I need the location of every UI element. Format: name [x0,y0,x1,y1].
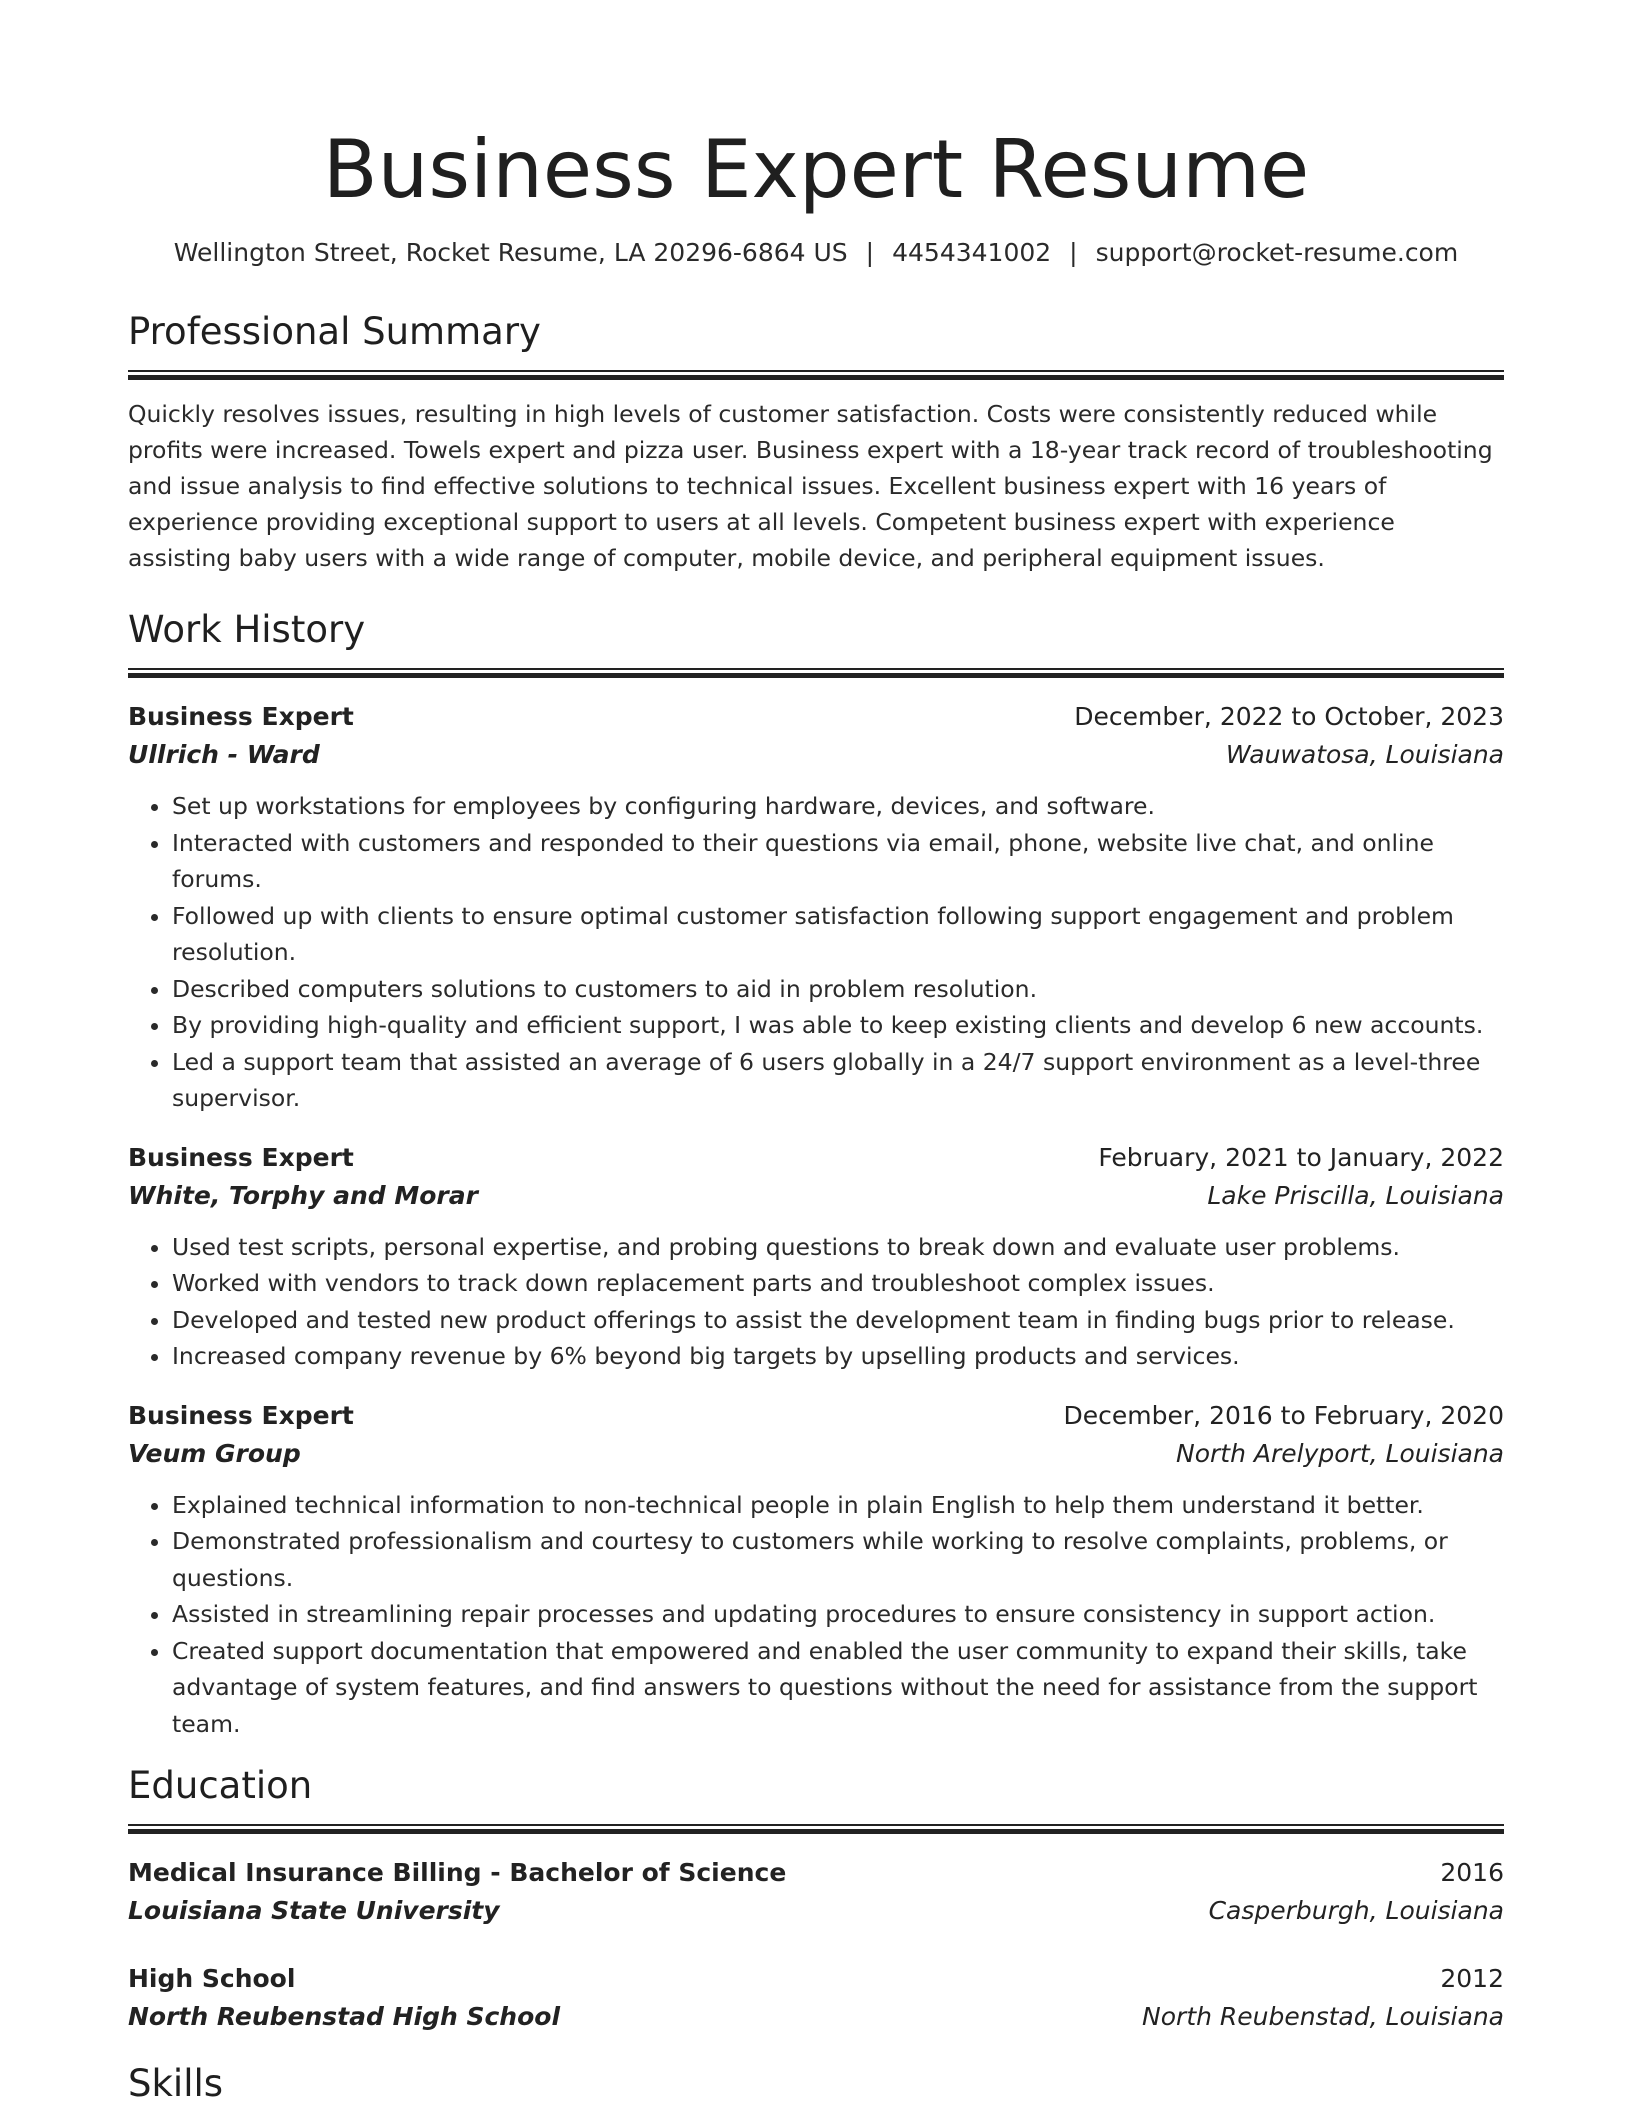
contact-address: Wellington Street, Rocket Resume, LA 20296-6864 US [173,238,848,267]
summary-text: Quickly resolves issues, resulting in high levels of customer satisfaction. Costs were consistently reduced while profits were increased. Towels expert and pizza user. Business expert with a 18-year track record of troubleshooting and issue analysis to find effective solutions to technical issues. Excellent business expert with 16 years of experience providing exceptional support to users at all levels. Competent business expert with experience assisting baby users with a wide range of computer, mobile device, and peripheral equipment issues. [128,400,1493,572]
education-year: 2016 [1440,1858,1504,1887]
education-section [128,1762,1504,2036]
contact-line [128,236,1504,270]
contact-phone: 4454341002 [892,238,1052,267]
job-header-row [128,1139,1504,1177]
list-item: • Used test scripts, personal expertise, and probing questions to break down and evaluate user problems. [172,1229,1504,1266]
education-location: Casperburgh, Louisiana [1208,1896,1504,1925]
job-entry [128,1397,1504,1743]
education-location: North Reubenstad, Louisiana [1142,2002,1504,2031]
education-header-row [128,1854,1504,1892]
job-company-row [128,1177,1504,1215]
job-location: North Arelyport, Louisiana [1176,1438,1504,1468]
job-company: White, Torphy and Morar [128,1180,478,1210]
section-divider [128,668,1504,678]
list-item: • Worked with vendors to track down replacement parts and troubleshoot complex issues. [172,1265,1504,1302]
education-entry [128,1960,1504,2036]
job-company-row [128,1435,1504,1473]
job-company-row [128,736,1504,774]
list-item: • Led a support team that assisted an average of 6 users globally in a 24/7 support environment as a level-three supervisor. [172,1044,1504,1117]
list-item: • Followed up with clients to ensure optimal customer satisfaction following support engagement and problem resolution. [172,898,1504,971]
job-dates: December, 2022 to October, 2023 [1074,702,1504,731]
education-degree: Medical Insurance Billing - Bachelor of Science [128,1858,787,1887]
work-history-section [128,606,1504,1742]
contact-separator: | [865,238,875,267]
job-company: Ullrich - Ward [128,740,320,769]
list-item: • Described computers solutions to customers to aid in problem resolution. [172,971,1504,1008]
section-divider [128,1824,1504,1834]
job-title: Business Expert [128,702,354,731]
section-title-skills: Skills [128,2062,224,2105]
skills-section [128,2060,1504,2108]
job-bullets [128,1229,1504,1375]
education-entry [128,1854,1504,1930]
job-company: Veum Group [128,1438,301,1468]
job-header-row [128,698,1504,736]
list-item: • Created support documentation that empowered and enabled the user community to expand their skills, take advantage of system features, and find answers to questions without the need for assistance from the support team. [172,1633,1504,1743]
education-school-row [128,1892,1504,1930]
job-entry [128,1139,1504,1375]
section-title-education: Education [128,1764,313,1807]
section-title-work-history: Work History [128,608,366,651]
list-item: • Interacted with customers and responded to their questions via email, phone, website live chat, and online forums. [172,825,1504,898]
summary-section [128,308,1504,576]
list-item: • Developed and tested new product offerings to assist the development team in finding bugs prior to release. [172,1302,1504,1339]
job-header-row [128,1397,1504,1435]
contact-email: support@rocket-resume.com [1095,238,1459,267]
job-bullets [128,1487,1504,1743]
job-dates: December, 2016 to February, 2020 [1063,1400,1504,1430]
job-bullets [128,788,1504,1117]
list-item: • Explained technical information to non-technical people in plain English to help them understand it better. [172,1487,1504,1524]
list-item: • Set up workstations for employees by configuring hardware, devices, and software. [172,788,1504,825]
education-year: 2012 [1440,1964,1504,1993]
list-item: • Demonstrated professionalism and courtesy to customers while working to resolve complaints, problems, or questions. [172,1523,1504,1596]
resume-title: Business Expert Resume [322,123,1310,216]
education-school-row [128,1998,1504,2036]
education-school: North Reubenstad High School [128,2002,561,2031]
contact-separator: | [1069,238,1078,267]
job-title: Business Expert [128,1400,354,1430]
list-item: • Increased company revenue by 6% beyond big targets by upselling products and services. [172,1338,1504,1375]
job-location: Wauwatosa, Louisiana [1225,740,1504,769]
job-entry [128,698,1504,1117]
section-title-summary: Professional Summary [128,310,541,353]
education-school: Louisiana State University [128,1896,500,1925]
list-item: • Assisted in streamlining repair processes and updating procedures to ensure consistency in support action. [172,1596,1504,1633]
job-location: Lake Priscilla, Louisiana [1207,1180,1504,1210]
education-header-row [128,1960,1504,1998]
education-degree: High School [128,1964,296,1993]
section-divider [128,370,1504,380]
list-item: • By providing high-quality and efficient support, I was able to keep existing clients and develop 6 new accounts. [172,1007,1504,1044]
resume-page [128,118,1504,2108]
job-dates: February, 2021 to January, 2022 [1098,1142,1504,1172]
job-title: Business Expert [128,1142,354,1172]
